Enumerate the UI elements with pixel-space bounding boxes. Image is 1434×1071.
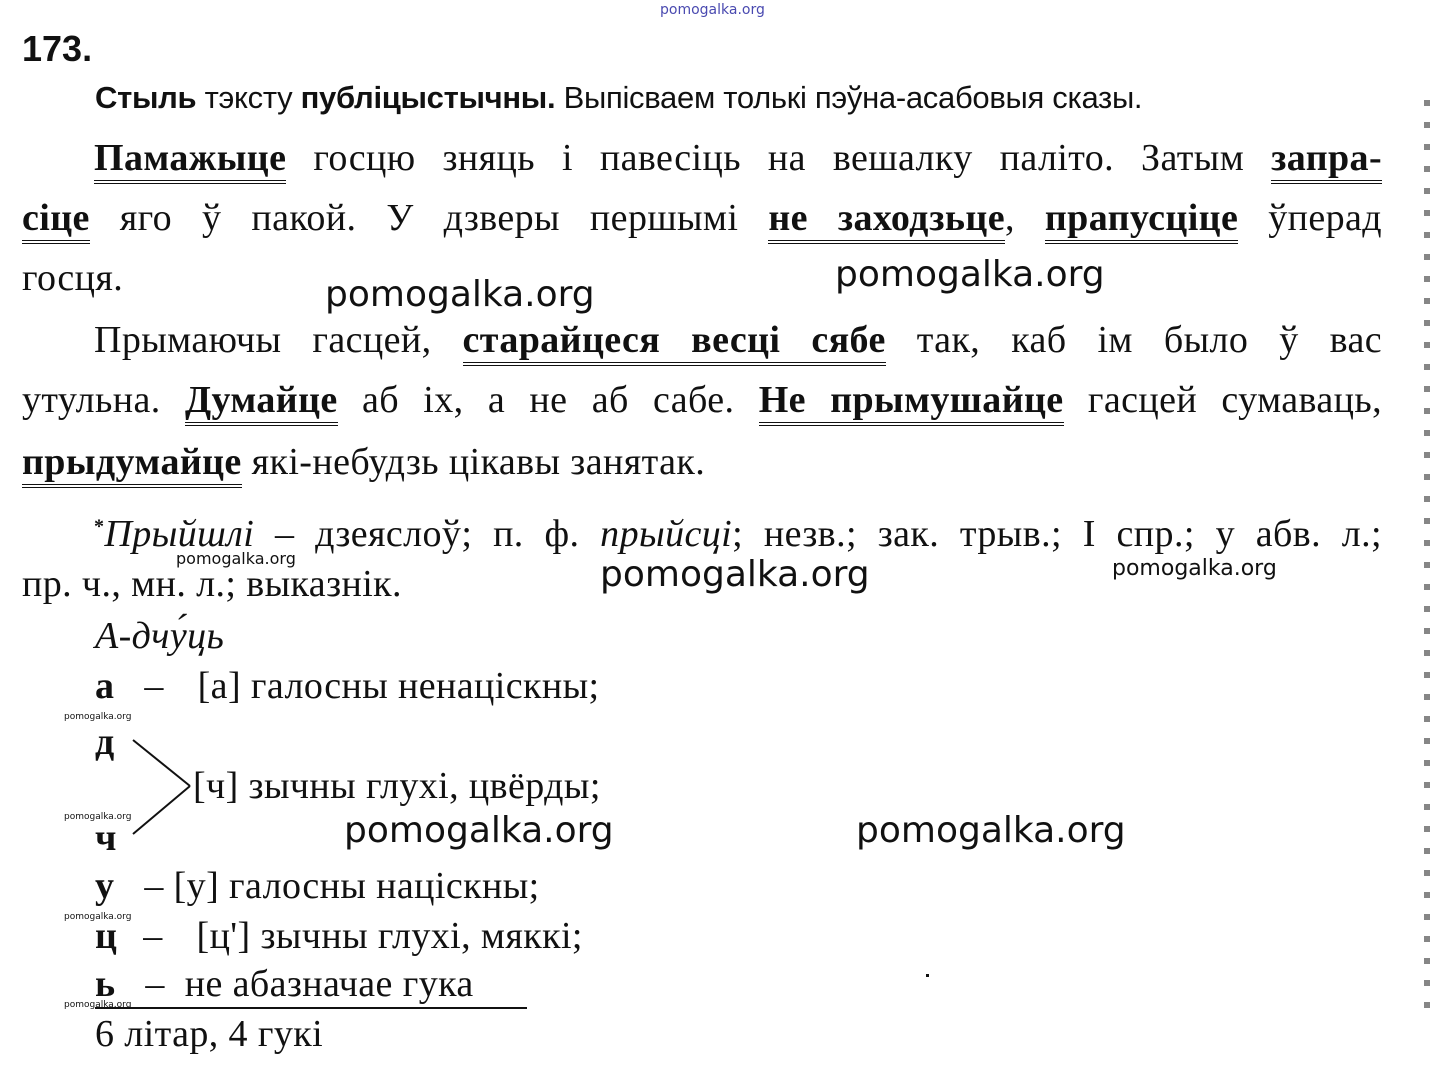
predicate-prydumaytse: прыдумайце	[22, 441, 242, 488]
watermark: pomogalka.org	[64, 912, 132, 922]
p2-text-6: які-небудзь цікавы занятак.	[241, 441, 706, 483]
phonetic-word: А-дчу́ць	[95, 615, 225, 657]
p2-text-2: так, каб ім было ў вас	[885, 319, 1382, 361]
letter-soft-sign: ь	[95, 963, 116, 1005]
letter-u: у	[95, 865, 115, 907]
p1-text-2: яго ў пакой. У дзверы першымі	[89, 197, 769, 239]
predicate-dumaytse: Думайце	[185, 379, 338, 426]
phonetic-row-dch	[193, 764, 601, 808]
predicate-prapustsitse: прапусціце	[1045, 197, 1238, 244]
phonetic-row-u	[95, 864, 540, 908]
predicate-ne-prymushaytse: Не прымушайце	[759, 379, 1064, 426]
dash-u: –	[144, 865, 164, 907]
sound-ch: [ч]	[193, 765, 239, 807]
phonetic-row-soft-sign	[95, 962, 527, 1009]
p1-text-4: ўперад	[1238, 197, 1382, 239]
watermark: pomogalka.org	[1112, 556, 1277, 581]
header-text-1: тэксту	[196, 80, 301, 115]
p1-line1	[22, 136, 1382, 180]
sound-ts: [ц']	[196, 915, 251, 957]
phonetic-letter-d	[95, 720, 115, 764]
watermark: pomogalka.org	[344, 810, 614, 851]
analysis-text-1: – дзеяслоў; п. ф.	[254, 513, 601, 555]
phonetic-row-ts	[95, 914, 583, 958]
letter-d: д	[95, 721, 115, 763]
letter-ts: ц	[95, 915, 118, 957]
desc-u: галосны націскны;	[229, 865, 540, 907]
desc-ch: зычны глухі, цвёрды;	[248, 765, 601, 807]
p1-line2	[22, 196, 1382, 240]
p2-text-5: гасцей сумаваць,	[1063, 379, 1382, 421]
merge-bracket-icon	[128, 738, 198, 838]
header-bold-type: публіцыстычны.	[300, 80, 556, 115]
watermark: pomogalka.org	[856, 810, 1126, 851]
predicate-pamazhytse: Памажыце	[94, 137, 286, 184]
watermark: pomogalka.org	[64, 712, 132, 722]
predicate-staraytsesya: старайцеся весці сябе	[463, 319, 886, 366]
phonetic-letter-ch	[95, 816, 117, 860]
desc-a: галосны ненаціскны;	[250, 665, 600, 707]
analysis-text-2: ; незв.; зак. трыв.; I спр.; у абв. л.;	[732, 513, 1382, 555]
watermark: pomogalka.org	[835, 254, 1105, 295]
scan-dot	[926, 974, 929, 977]
p2-line3	[22, 440, 705, 484]
scan-edge-artifact	[1424, 100, 1430, 1020]
desc-soft-sign: не абазначае гука	[184, 963, 474, 1005]
header-bold-style: Стыль	[95, 80, 197, 115]
predicate-ne-zakhodztse: не заходзьце	[768, 197, 1005, 244]
sound-a: [а]	[197, 665, 241, 707]
watermark: pomogalka.org	[600, 554, 870, 595]
p2-line2	[22, 378, 1382, 422]
p1-text-3: ,	[1005, 197, 1045, 239]
sound-u: [у]	[173, 865, 220, 907]
phonetic-summary: 6 літар, 4 гукі	[95, 1013, 324, 1055]
desc-ts: зычны глухі, мяккі;	[260, 915, 583, 957]
p1-line3: госця.	[22, 257, 124, 299]
exercise-number: 173.	[22, 28, 93, 69]
predicate-zaprasitse-part1: запра-	[1271, 137, 1382, 184]
dash-soft-sign: –	[145, 963, 165, 1005]
letter-ch: ч	[95, 817, 117, 859]
analysis-line2: пр. ч., мн. л.; выказнік.	[22, 563, 402, 605]
watermark: pomogalka.org	[176, 549, 296, 568]
p2-line1	[22, 318, 1382, 362]
dash-ts: –	[143, 915, 163, 957]
letter-a: а	[95, 665, 115, 707]
predicate-zaprasitse-part2: сіце	[22, 197, 90, 244]
dash-a: –	[144, 665, 164, 707]
analysis-star: *	[94, 515, 105, 538]
header-text-2: Выпісваем толькі пэўна-асабовыя сказы.	[555, 80, 1143, 115]
p1-text-1: госцю зняць і павесіць на вешалку паліто. Затым	[286, 137, 1272, 179]
p2-text-4: аб іх, а не аб сабе.	[337, 379, 759, 421]
watermark: pomogalka.org	[64, 1000, 132, 1010]
task-header	[95, 80, 1142, 116]
p2-text-1: Прымаючы гасцей,	[94, 319, 463, 361]
p2-text-3: утульна.	[22, 379, 185, 421]
phonetic-row-a	[95, 664, 600, 708]
analysis-word: Прыйшлі	[104, 513, 255, 555]
top-watermark: pomogalka.org	[660, 2, 765, 18]
watermark: pomogalka.org	[325, 274, 595, 315]
watermark: pomogalka.org	[64, 812, 132, 822]
analysis-initial-form: прыйсці	[600, 513, 733, 555]
